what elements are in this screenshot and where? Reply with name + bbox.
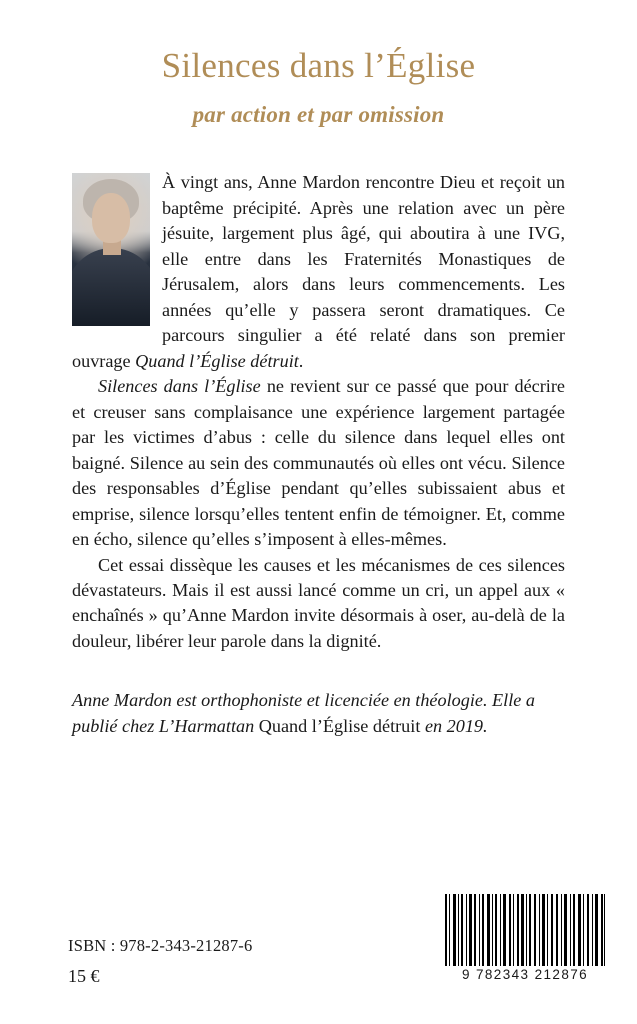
page-title: Silences dans l’Église xyxy=(161,46,476,85)
author-photo xyxy=(72,173,150,326)
isbn-text: ISBN : 978-2-343-21287-6 xyxy=(68,936,253,955)
title-block xyxy=(0,0,637,128)
blurb-p2-book-title: Silences dans l’Église xyxy=(98,376,261,397)
footer xyxy=(0,894,637,1024)
author-note-a: Anne Mardon est orthophoniste et licenciée en théologie. Elle a publié chez L’Harmattan xyxy=(72,690,535,736)
blurb-p1-tail: . xyxy=(298,350,304,371)
author-note-b: en 2019. xyxy=(420,715,488,736)
portrait-shoulders xyxy=(72,248,150,326)
blurb-p1-book-title: Quand l’Église détruit xyxy=(135,350,299,371)
blurb-paragraph-3: Cet essai dissèque les causes et les mécanismes de ces silences dévastateurs. Mais il est aussi lancé comme un cri, un appel aux « enchaînés » qu’Anne Mardon invite désormais à oser, au-delà de la douleur, libérer leur parole dans la dignité. xyxy=(72,554,565,651)
page-subtitle: par action et par omission xyxy=(192,102,445,128)
blurb-p1-text: À vingt ans, Anne Mardon rencontre Dieu et reçoit un baptême précipité. Après une relation avec un père jésuite, largement plus âgé, qui aboutira à une IVG, elle entre dans les Fraternités Monastiques de Jérusalem, alors dans leurs commencements. Les années qu’elle y passera seront dramatiques. Ce parcours singulier a été relaté dans son premier ouvrage xyxy=(72,172,565,371)
blurb-p2-text: ne revient sur ce passé que pour décrire et creuser sans complaisance une expérience largement partagée par les victimes d’abus : celle du silence dans lequel elles ont baigné. Silence au sein des communautés où elles ont vécu. Silence des responsables d’Église pendant qu’elles subissaient abus et emprise, silence lorsqu’elles tentent enfin de témoigner. Et, comme en écho, silence qu’elles s’imposent à elles-mêmes. xyxy=(72,376,565,550)
price-text: 15 € xyxy=(68,966,100,986)
portrait-face xyxy=(92,193,130,243)
barcode xyxy=(443,894,607,982)
blurb-body xyxy=(72,128,565,654)
author-note-book-title: Quand l’Église détruit xyxy=(258,715,421,736)
barcode-digits: 9 782343 212876 xyxy=(461,967,589,982)
author-note xyxy=(72,688,565,739)
blurb-paragraph-2 xyxy=(72,374,565,552)
barcode-icon xyxy=(443,894,607,966)
